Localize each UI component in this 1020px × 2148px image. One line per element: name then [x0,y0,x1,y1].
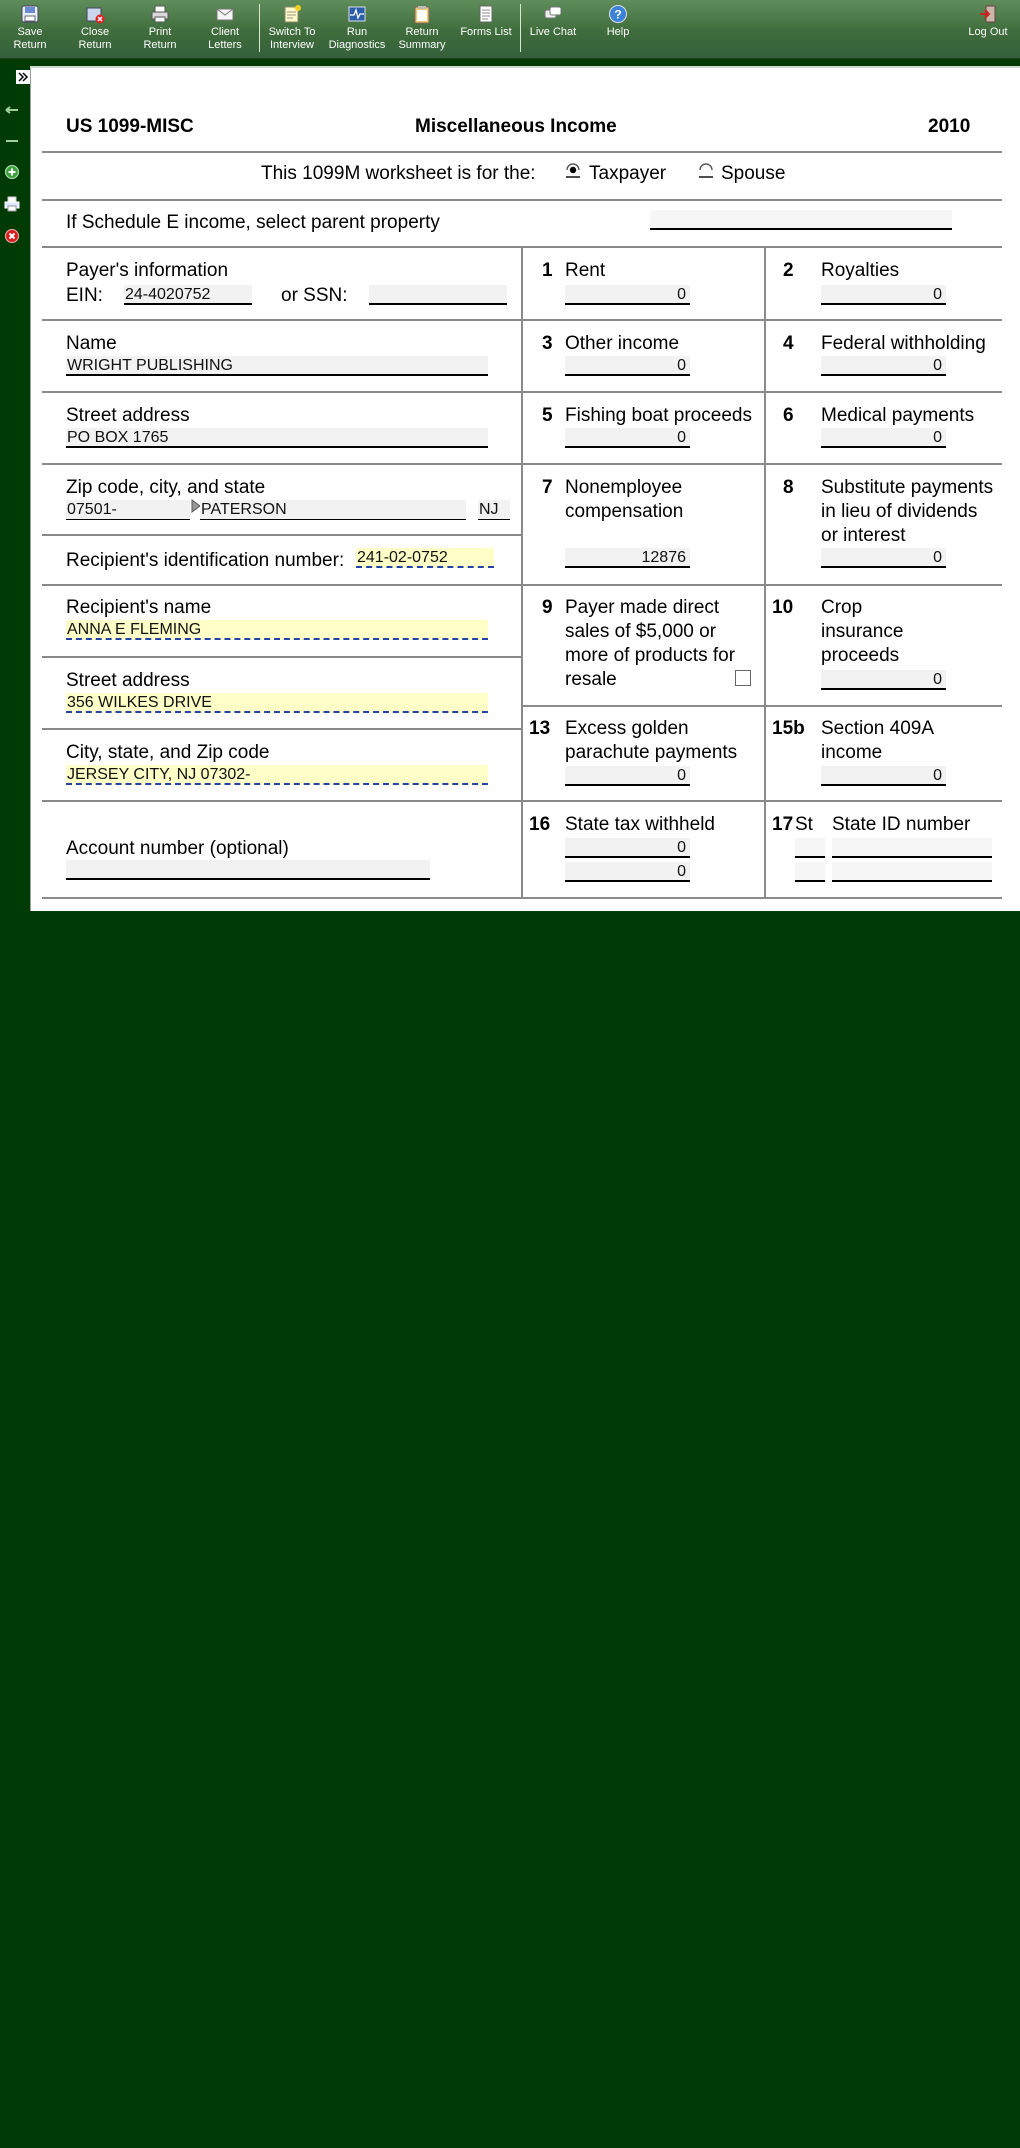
box-9-label: sales of $5,000 or [565,621,717,642]
print-return-button[interactable] [135,2,185,56]
box-2-number: 2 [783,260,794,281]
payer-name-label: Name [66,333,117,354]
medical-payments-field[interactable]: 0 [821,428,946,448]
rent-field[interactable]: 0 [565,285,690,305]
box-10-label: proceeds [821,645,900,666]
ein-field[interactable]: 24-4020752 [124,285,252,305]
toolbar-separator [520,4,521,52]
box-13-label: Excess golden [565,718,689,739]
box-15b-number: 15b [772,718,805,739]
royalties-field[interactable]: 0 [821,285,946,305]
left-rail [0,58,26,318]
box-1-number: 1 [542,260,553,281]
switch-to-interview-label: Switch To Interview [268,26,316,51]
divider [42,319,1002,321]
payer-zip-field[interactable]: 07501- [66,500,190,520]
state-id-field-1[interactable] [832,838,992,858]
box-6-number: 6 [783,405,794,426]
box-15b-label: income [821,742,883,763]
parent-property-select[interactable] [650,210,952,230]
divider [42,534,522,536]
payer-zip-label: Zip code, city, and state [66,477,266,498]
box-5-label: Fishing boat proceeds [565,405,752,426]
interview-icon [282,4,302,24]
box-2-label: Royalties [821,260,900,281]
substitute-payments-field[interactable]: 0 [821,548,946,568]
box-13-number: 13 [529,718,551,739]
box-10-label: Crop [821,597,863,618]
state-code-field-1[interactable] [795,838,825,858]
other-income-field[interactable]: 0 [565,356,690,376]
divider [42,728,522,730]
recipient-name-label: Recipient's name [66,597,212,618]
log-out-label: Log Out [968,26,1008,38]
box-10-number: 10 [772,597,794,618]
box-9-label: more of products for [565,645,736,666]
payer-info-label: Payer's information [66,260,229,281]
box-3-number: 3 [542,333,553,354]
box-9-number: 9 [542,597,553,618]
return-summary-label: Return Summary [398,26,446,51]
client-letters-label: Client Letters [208,26,242,51]
ein-label: EIN: [66,285,103,306]
box-4-label: Federal withholding [821,333,986,354]
box-16-number: 16 [529,814,551,835]
box-8-number: 8 [783,477,794,498]
box-1-label: Rent [565,260,606,281]
direct-sales-checkbox[interactable] [735,670,751,686]
divider [42,391,1002,393]
recipient-id-label: Recipient's identification number: [66,550,345,571]
box-8-label: or interest [821,525,906,546]
recipient-street-label: Street address [66,670,190,691]
box-9-label: resale [565,669,617,690]
print-icon[interactable] [4,196,20,212]
worksheet-for-label: This 1099M worksheet is for the: [261,163,536,184]
spouse-label: Spouse [721,163,786,184]
payer-name-field[interactable]: WRIGHT PUBLISHING [66,356,488,376]
schedule-e-label: If Schedule E income, select parent property [66,212,440,233]
box-7-label: compensation [565,501,684,522]
printer-icon [150,4,170,24]
divider [42,463,1002,465]
divider [42,151,1002,153]
state-tax-withheld-field-1[interactable]: 0 [565,838,690,858]
divider [42,897,1002,899]
run-diagnostics-button[interactable] [326,2,388,56]
toolbar [0,0,1020,59]
box-7-label: Nonemployee [565,477,683,498]
recipient-street-field[interactable]: 356 WILKES DRIVE [66,693,488,713]
log-out-button[interactable] [962,2,1014,56]
state-id-field-2[interactable] [832,862,992,882]
payer-city-field[interactable]: PATERSON [200,500,466,520]
live-chat-button[interactable] [526,2,580,56]
logout-icon [978,4,998,24]
delete-icon[interactable] [4,228,20,244]
divider [42,584,1002,586]
toolbar-separator [259,4,260,52]
state-tax-withheld-field-2[interactable]: 0 [565,862,690,882]
box-17-number: 17 [772,814,794,835]
forms-list-button[interactable] [458,2,514,56]
chat-icon [543,4,563,24]
box-8-label: Substitute payments [821,477,994,498]
divider [521,705,1002,707]
account-number-field[interactable] [66,860,430,880]
return-summary-button[interactable] [396,2,448,56]
recipient-name-field[interactable]: ANNA E FLEMING [66,620,488,640]
divider [42,656,522,658]
crop-insurance-field[interactable]: 0 [821,670,946,690]
box-17-st-label: St [795,814,813,835]
spouse-radio[interactable] [698,162,714,178]
state-code-field-2[interactable] [795,862,825,882]
box-17-id-label: State ID number [832,814,971,835]
print-return-label: Print Return [143,26,177,51]
box-5-number: 5 [542,405,553,426]
tax-year: 2010 [928,116,971,137]
box-9-label: Payer made direct [565,597,720,618]
run-diagnostics-label: Run Diagnostics [328,26,386,51]
close-return-button[interactable] [70,2,120,56]
payer-street-field[interactable]: PO BOX 1765 [66,428,488,448]
save-return-label: Save Return [13,26,47,51]
box-4-number: 4 [783,333,794,354]
nonemployee-compensation-field[interactable]: 12876 [565,548,690,568]
taxpayer-radio[interactable] [565,162,581,178]
box-15b-label: Section 409A [821,718,935,739]
fishing-boat-proceeds-field[interactable]: 0 [565,428,690,448]
close-return-label: Close Return [78,26,112,51]
recipient-city-label: City, state, and Zip code [66,742,270,763]
clipboard-icon [412,4,432,24]
help-button[interactable] [596,2,640,56]
recipient-id-field[interactable]: 241-02-0752 [356,548,494,568]
panel-top-border [30,66,1020,68]
diagnostics-icon [347,4,367,24]
divider [42,800,1002,802]
form-code: US 1099-MISC [66,116,194,137]
live-chat-label: Live Chat [529,26,577,38]
box-16-label: State tax withheld [565,814,715,835]
client-letters-button[interactable] [200,2,250,56]
box-3-label: Other income [565,333,680,354]
recipient-city-field[interactable]: JERSEY CITY, NJ 07302- [66,765,488,785]
box-8-label: in lieu of dividends [821,501,978,522]
close-return-icon [85,4,105,24]
payer-street-label: Street address [66,405,190,426]
help-icon [608,4,628,24]
forms-list-label: Forms List [460,26,512,38]
section-409a-field[interactable]: 0 [821,766,946,786]
golden-parachute-field[interactable]: 0 [565,766,690,786]
ssn-field[interactable] [369,285,507,305]
payer-state-field[interactable]: NJ [478,500,510,520]
box-13-label: parachute payments [565,742,738,763]
ssn-label: or SSN: [281,285,348,306]
form-title: Miscellaneous Income [415,116,617,137]
account-number-label: Account number (optional) [66,838,289,859]
back-arrow-icon[interactable] [4,102,20,118]
divider [42,199,1002,201]
forward-arrow-icon[interactable] [4,133,20,149]
federal-withholding-field[interactable]: 0 [821,356,946,376]
switch-to-interview-button[interactable] [264,2,320,56]
box-10-label: insurance [821,621,904,642]
expand-icon[interactable] [16,70,30,84]
taxpayer-label: Taxpayer [589,163,667,184]
box-6-label: Medical payments [821,405,975,426]
help-label: Help [606,26,630,38]
envelope-icon [215,4,235,24]
box-7-number: 7 [542,477,553,498]
forms-list-icon [476,4,496,24]
save-return-button[interactable] [6,2,54,56]
save-icon [20,4,40,24]
add-icon[interactable] [4,164,20,180]
svg-text:?: ? [614,7,622,22]
